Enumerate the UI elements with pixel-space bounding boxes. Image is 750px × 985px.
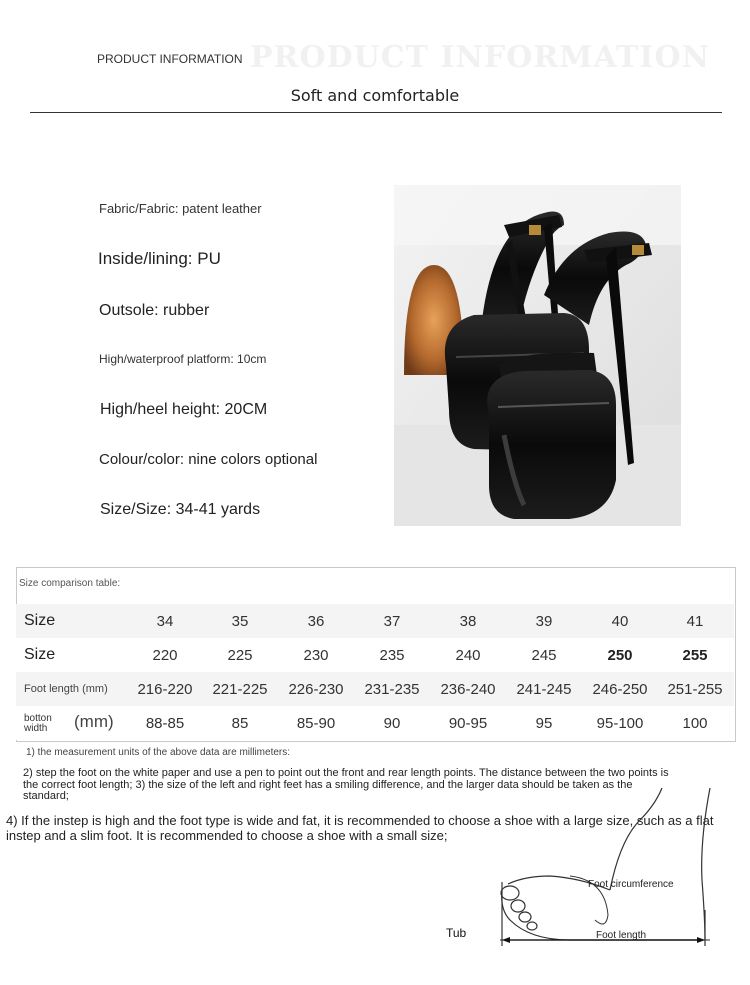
row-label-width-unit: (mm): [74, 712, 114, 731]
note-measuring: 2) step the foot on the white paper and use a pen to point out the front and rear length points. The distance between the two points is the correct foot length; 3) the size of the left and right feet has a smiling difference, and the larger data should be taken as the standard;: [23, 767, 669, 802]
note-instep: 4) If the instep is high and the foot type is wide and fat, it is recommended to choose a shoe with a large size, such as a flat instep and a slim foot. It is recommended to choose a shoe with a small size;: [6, 813, 714, 843]
spec-fabric: Fabric/Fabric: patent leather: [99, 201, 262, 216]
tub-label: Tub: [446, 926, 467, 940]
table-cell: 251-255: [667, 680, 723, 698]
table-cell: 100: [682, 714, 708, 732]
note-units: 1) the measurement units of the above data are millimeters:: [26, 747, 291, 758]
row-label-size: Size: [24, 612, 56, 629]
table-cell: 90-95: [448, 714, 488, 732]
foot-diagram: [430, 780, 750, 980]
header-divider: [30, 112, 722, 113]
table-cell: 37: [383, 612, 401, 630]
table-cell: 38: [459, 612, 477, 630]
spec-size: Size/Size: 34-41 yards: [100, 501, 261, 518]
table-cell: 226-230: [288, 680, 344, 698]
table-cell: 231-235: [364, 680, 420, 698]
table-cell: 246-250: [592, 680, 648, 698]
table-cell: 235: [379, 646, 405, 664]
page-subtitle: Soft and comfortable: [290, 86, 460, 105]
table-cell: 35: [231, 612, 249, 630]
row-label-size-cn: Size: [24, 646, 56, 663]
spec-lining: Inside/lining: PU: [98, 249, 221, 268]
table-cell: 85-90: [296, 714, 336, 732]
table-cell: 245: [531, 646, 557, 664]
table-row: [16, 706, 734, 740]
size-table-caption: Size comparison table:: [19, 578, 121, 589]
spec-outsole: Outsole: rubber: [99, 302, 210, 319]
table-row: [16, 638, 734, 672]
spec-color: Colour/color: nine colors optional: [99, 451, 318, 468]
table-cell: 216-220: [137, 680, 193, 698]
header-ghost-text: PRODUCT INFORMATION: [250, 40, 711, 75]
table-cell: 39: [535, 612, 553, 630]
table-cell: 240: [455, 646, 481, 664]
table-cell: 85: [231, 714, 249, 732]
table-cell: 220: [152, 646, 178, 664]
table-row: [16, 672, 734, 706]
foot-length-label: Foot length: [596, 930, 647, 941]
spec-heel-height: High/heel height: 20CM: [100, 401, 268, 418]
table-cell: 236-240: [440, 680, 496, 698]
table-cell: 221-225: [212, 680, 268, 698]
row-label-width: botton width: [24, 713, 52, 734]
table-cell: 230: [303, 646, 329, 664]
table-cell: 88-85: [145, 714, 185, 732]
table-cell: 90: [383, 714, 401, 732]
header-label: PRODUCT INFORMATION: [97, 52, 243, 66]
table-cell: 225: [227, 646, 253, 664]
table-cell: 36: [307, 612, 325, 630]
row-label-foot-length: Foot length (mm): [24, 683, 108, 695]
table-cell: 40: [611, 612, 629, 630]
table-cell: 255: [682, 646, 708, 664]
foot-circumference-label: Foot circumference: [588, 879, 674, 890]
table-cell: 34: [156, 612, 174, 630]
product-photo: [394, 185, 681, 526]
table-cell: 241-245: [516, 680, 572, 698]
table-cell: 95: [535, 714, 553, 732]
table-cell: 95-100: [596, 714, 644, 732]
spec-platform: High/waterproof platform: 10cm: [99, 352, 267, 366]
table-row: [16, 604, 734, 638]
table-cell: 250: [607, 646, 633, 664]
table-cell: 41: [686, 612, 704, 630]
